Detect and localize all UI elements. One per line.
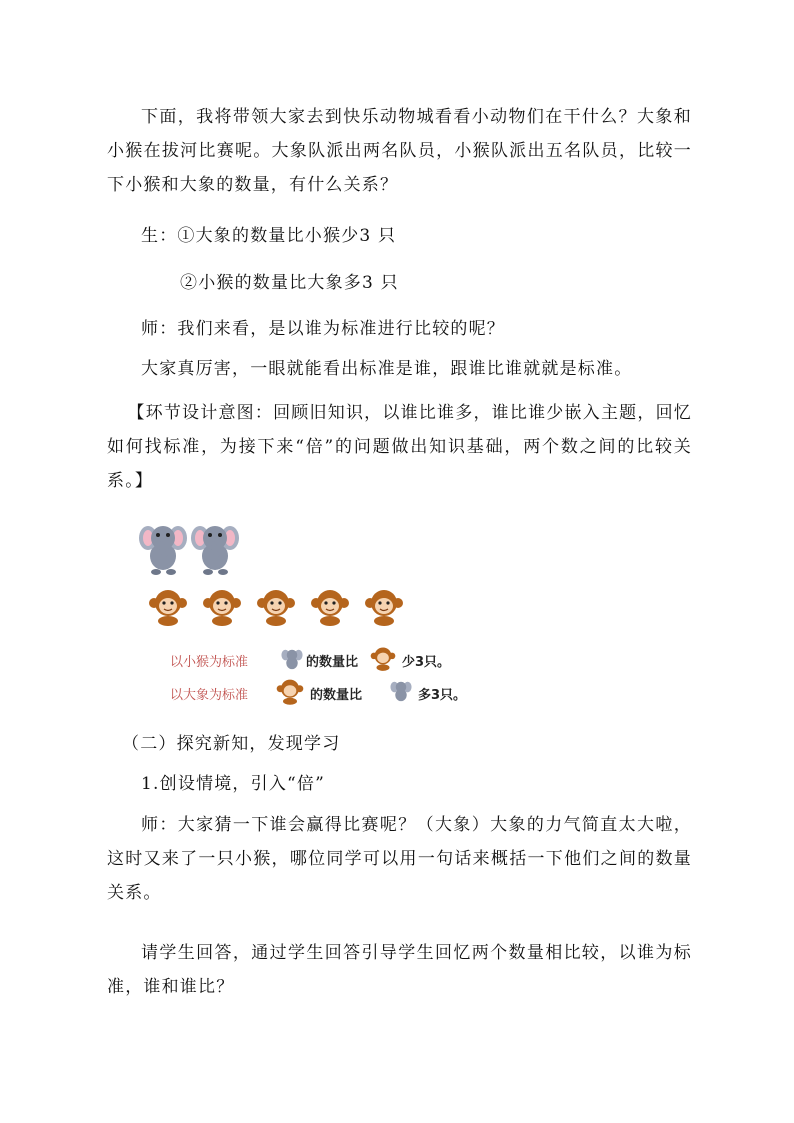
comparison-figure (138, 518, 498, 713)
monkey-small-icon (276, 678, 304, 705)
student-answer-2: ②小猴的数量比大象多3 只 (180, 273, 399, 293)
monkey-icon (256, 588, 296, 626)
section-heading: （二）探究新知，发现学习 (122, 734, 341, 754)
student-guidance: 请学生回答，通过学生回答引导学生回忆两个数量相比较，以谁为标准，谁和谁比？ (107, 943, 692, 997)
row2-label: 以大象为标准 (170, 688, 249, 703)
elephant-small-icon (390, 678, 412, 704)
student-answer-1: 生：①大象的数量比小猴少3 只 (141, 226, 397, 246)
row2-end: 多3只。 (418, 688, 467, 703)
monkey-icon (310, 588, 350, 626)
elephant-small-icon (281, 646, 303, 672)
row2-middle: 的数量比 (310, 688, 363, 703)
elephant-icon (138, 518, 188, 576)
subsection-heading: 1.创设情境，引入“倍” (141, 774, 326, 794)
elephant-icon (190, 518, 240, 576)
monkey-icon (364, 588, 404, 626)
teacher-question: 师：我们来看，是以谁为标准进行比较的呢？ (141, 319, 505, 339)
row1-label: 以小猴为标准 (170, 655, 249, 670)
monkey-icon (148, 588, 188, 626)
monkey-small-icon (370, 646, 396, 671)
teacher-praise: 大家真厉害，一眼就能看出标准是谁，跟谁比谁就就是标准。 (141, 359, 633, 379)
teacher-guess: 师：大家猜一下谁会赢得比赛呢？（大象）大象的力气简直太大啦，这时又来了一只小猴，哪位同学可以用一句话来概括一下他们之间的数量关系。 (107, 815, 692, 903)
monkey-icon (202, 588, 242, 626)
design-intent: 【环节设计意图：回顾旧知识，以谁比谁多，谁比谁少嵌入主题，回忆如何找标准，为接下来“倍”的问题做出知识基础，两个数之间的比较关系。】 (107, 403, 692, 491)
row1-end: 少3只。 (402, 655, 451, 670)
paragraph-intro: 下面，我将带领大家去到快乐动物城看看小动物们在干什么？大象和小猴在拔河比赛呢。大象队派出两名队员，小猴队派出五名队员，比较一下小猴和大象的数量，有什么关系？ (107, 107, 692, 195)
row1-middle: 的数量比 (306, 655, 359, 670)
